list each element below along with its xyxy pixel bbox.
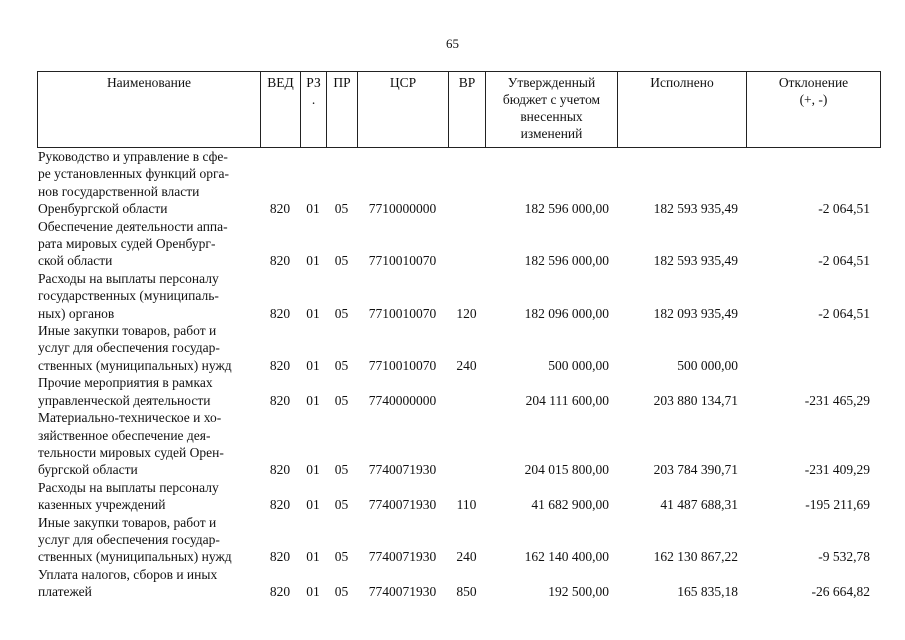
row-vr	[448, 148, 485, 218]
row-rz: 01	[306, 253, 320, 269]
row-csr: 7710000000	[368, 201, 437, 217]
table-row	[37, 270, 880, 322]
row-name-line: ской области	[38, 253, 113, 269]
row-deviation: -2 064,51	[818, 201, 870, 217]
row-vr: 240	[456, 357, 477, 373]
header-deviation-line: (+, -)	[799, 92, 828, 107]
row-executed: 203 784 390,71	[653, 462, 738, 478]
table-header	[37, 71, 881, 148]
row-executed: 203 880 134,71	[653, 392, 738, 408]
row-csr: 7740071930	[368, 497, 437, 513]
row-pr: 05	[334, 392, 349, 408]
row-name-line: услуг для обеспечения государ-	[38, 531, 220, 547]
row-name	[37, 479, 260, 514]
row-vr	[448, 374, 485, 409]
header-rz	[301, 72, 327, 148]
header-deviation-line: Отклонение	[778, 75, 849, 90]
row-executed: 182 593 935,49	[653, 201, 738, 217]
row-approved: 162 140 400,00	[524, 549, 609, 565]
row-name	[37, 270, 260, 322]
row-rz: 01	[306, 584, 320, 600]
row-vr	[448, 409, 485, 479]
row-rz: 01	[306, 357, 320, 373]
table-row	[37, 566, 880, 601]
row-csr: 7710010070	[368, 305, 437, 321]
row-name-line: Расходы на выплаты персоналу	[38, 479, 219, 495]
row-name	[37, 374, 260, 409]
row-approved: 182 596 000,00	[524, 201, 609, 217]
row-name-line: ре установленных функций орга-	[38, 166, 229, 182]
row-name-line: Материально-техническое и хо-	[38, 410, 222, 426]
row-ved: 820	[269, 201, 291, 217]
row-deviation: -2 064,51	[818, 305, 870, 321]
row-pr: 05	[334, 305, 349, 321]
header-executed: Исполнено	[618, 72, 747, 148]
header-deviation	[747, 72, 881, 148]
row-approved: 41 682 900,00	[531, 497, 609, 513]
row-approved: 204 111 600,00	[525, 392, 609, 408]
row-name	[37, 566, 260, 601]
row-pr: 05	[334, 462, 349, 478]
row-name-line: Прочие мероприятия в рамках	[38, 375, 213, 391]
table-row	[37, 409, 880, 479]
header-approved-line: изменений	[520, 126, 583, 141]
row-csr: 7740071930	[368, 549, 437, 565]
row-name-line: управленческой деятельности	[38, 392, 211, 408]
row-name-line: тельности мировых судей Орен-	[38, 444, 224, 460]
row-rz: 01	[306, 305, 320, 321]
row-name-line: ных) органов	[38, 305, 115, 321]
row-name	[37, 322, 260, 374]
row-csr: 7740000000	[368, 392, 437, 408]
row-rz: 01	[306, 392, 320, 408]
row-vr: 110	[456, 497, 477, 513]
row-rz: 01	[306, 497, 320, 513]
row-approved: 192 500,00	[548, 584, 609, 600]
table-row	[37, 218, 880, 270]
row-name	[37, 148, 260, 218]
budget-table	[37, 148, 880, 601]
row-rz: 01	[306, 462, 320, 478]
header-approved	[486, 72, 618, 148]
row-csr: 7710010070	[368, 253, 437, 269]
row-name	[37, 409, 260, 479]
row-executed: 500 000,00	[677, 357, 738, 373]
row-name-line: ственных (муниципальных) нужд	[38, 549, 232, 565]
header-approved-line: бюджет с учетом	[502, 92, 601, 107]
header-rz-label: РЗ	[306, 75, 321, 90]
row-ved: 820	[269, 392, 291, 408]
row-name-line: казенных учреждений	[38, 497, 166, 513]
page-number: 65	[446, 36, 459, 51]
row-ved: 820	[269, 549, 291, 565]
header-csr: ЦСР	[358, 72, 449, 148]
row-vr	[448, 218, 485, 270]
header-ved: ВЕД	[261, 72, 301, 148]
row-deviation: -231 409,29	[804, 462, 870, 478]
row-deviation: -2 064,51	[818, 253, 870, 269]
header-name: Наименование	[38, 72, 261, 148]
row-pr: 05	[334, 549, 349, 565]
row-approved: 500 000,00	[548, 357, 609, 373]
row-name-line: Расходы на выплаты персоналу	[38, 270, 219, 286]
row-name-line: рата мировых судей Оренбург-	[38, 236, 216, 252]
row-csr: 7710010070	[368, 357, 437, 373]
row-name	[37, 514, 260, 566]
row-ved: 820	[269, 462, 291, 478]
header-approved-line: внесенных	[520, 109, 583, 124]
row-name-line: платежей	[38, 584, 92, 600]
row-executed: 182 093 935,49	[653, 305, 738, 321]
row-name-line: Оренбургской области	[38, 201, 168, 217]
table-row	[37, 374, 880, 409]
row-rz: 01	[306, 549, 320, 565]
row-csr: 7740071930	[368, 584, 437, 600]
row-pr: 05	[334, 253, 349, 269]
header-vr: ВР	[449, 72, 486, 148]
row-executed: 162 130 867,22	[653, 549, 738, 565]
row-name	[37, 218, 260, 270]
header-pr: ПР	[327, 72, 358, 148]
row-name-line: Обеспечение деятельности аппа-	[38, 218, 228, 234]
row-vr: 850	[456, 584, 477, 600]
row-ved: 820	[269, 253, 291, 269]
row-name-line: услуг для обеспечения государ-	[38, 340, 220, 356]
row-deviation: -26 664,82	[811, 584, 870, 600]
row-ved: 820	[269, 497, 291, 513]
table-row	[37, 148, 880, 218]
row-deviation: -9 532,78	[818, 549, 870, 565]
row-name-line: Уплата налогов, сборов и иных	[38, 566, 218, 582]
row-vr: 240	[456, 549, 477, 565]
row-csr: 7740071930	[368, 462, 437, 478]
table-row	[37, 479, 880, 514]
header-approved-line: Утвержденный	[507, 75, 596, 90]
row-approved: 204 015 800,00	[524, 462, 609, 478]
row-name-line: государственных (муниципаль-	[38, 288, 219, 304]
row-ved: 820	[269, 357, 291, 373]
row-pr: 05	[334, 357, 349, 373]
row-executed: 165 835,18	[677, 584, 738, 600]
row-name-line: Иные закупки товаров, работ и	[38, 514, 217, 530]
row-deviation: -231 465,29	[804, 392, 870, 408]
row-rz: 01	[306, 201, 320, 217]
row-name-line: бургской области	[38, 462, 138, 478]
row-approved: 182 596 000,00	[524, 253, 609, 269]
row-executed: 182 593 935,49	[653, 253, 738, 269]
row-pr: 05	[334, 201, 349, 217]
row-pr: 05	[334, 497, 349, 513]
row-pr: 05	[334, 584, 349, 600]
table-row	[37, 322, 880, 374]
row-approved: 182 096 000,00	[524, 305, 609, 321]
row-vr: 120	[456, 305, 477, 321]
row-ved: 820	[269, 305, 291, 321]
row-deviation	[746, 322, 880, 374]
row-name-line: нов государственной власти	[38, 183, 200, 199]
row-deviation: -195 211,69	[805, 497, 870, 513]
row-name-line: Иные закупки товаров, работ и	[38, 323, 217, 339]
table-row	[37, 514, 880, 566]
row-name-line: ственных (муниципальных) нужд	[38, 357, 232, 373]
row-ved: 820	[269, 584, 291, 600]
row-name-line: Руководство и управление в сфе-	[38, 149, 228, 164]
row-executed: 41 487 688,31	[660, 497, 738, 513]
row-name-line: зяйственное обеспечение дея-	[38, 427, 211, 443]
header-rz-mark: .	[311, 92, 316, 107]
